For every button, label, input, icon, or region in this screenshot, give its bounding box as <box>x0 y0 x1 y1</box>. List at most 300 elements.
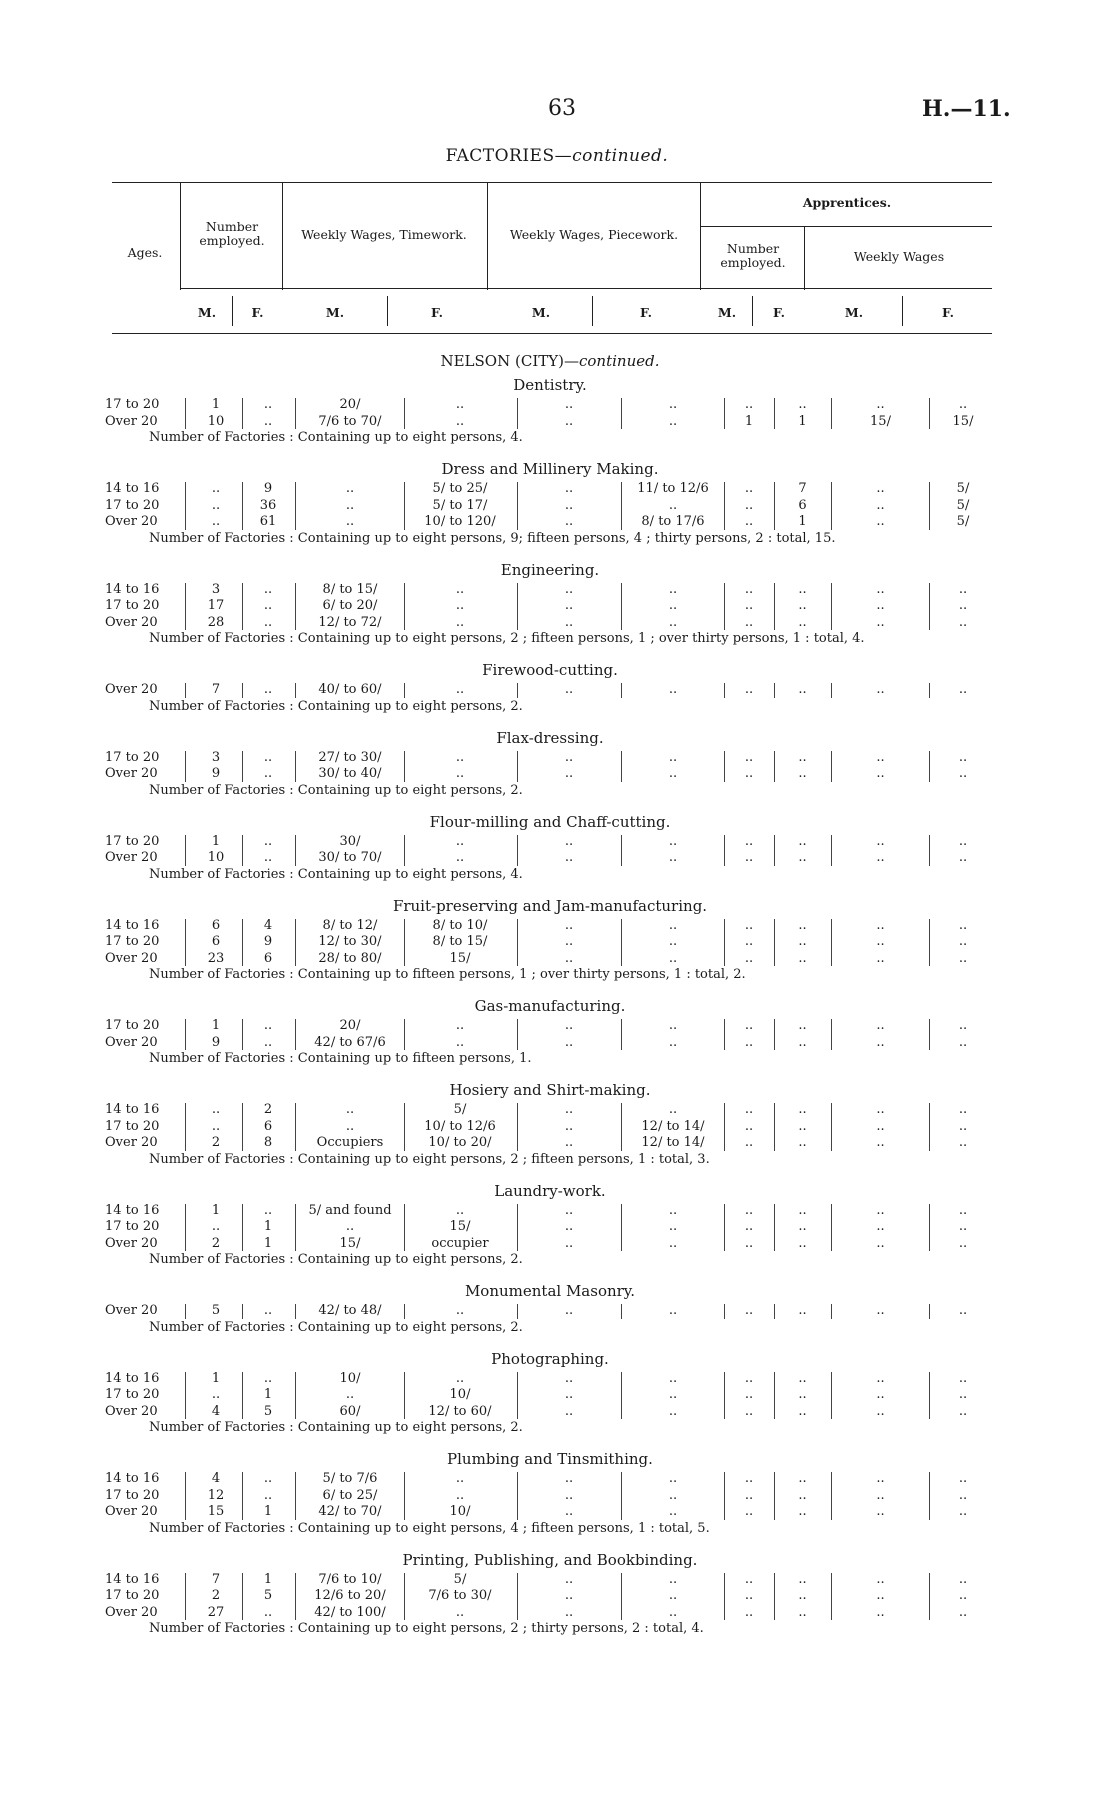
cell-apprentice-wage-male: .. <box>876 1118 885 1134</box>
table-row <box>105 766 995 783</box>
cell-age: 14 to 16 <box>105 917 160 933</box>
factories-note: Number of Factories : Containing up to eight persons, 4. <box>149 430 523 445</box>
cell-timework-female: .. <box>455 749 465 765</box>
title-main: FACTORIES— <box>445 146 573 166</box>
column-rule <box>295 482 296 530</box>
column-rule <box>774 751 775 782</box>
cell-apprentice-wage-female: .. <box>958 1604 968 1620</box>
cell-male-count: 23 <box>207 950 225 966</box>
cell-apprentice-wage-female: .. <box>958 1571 968 1587</box>
table-row <box>105 682 995 699</box>
cell-female-count: .. <box>263 598 273 613</box>
column-rule <box>404 751 405 782</box>
column-rule <box>404 919 405 967</box>
cell-female-count: 1 <box>263 1571 273 1587</box>
cell-apprentice-wage-male: .. <box>876 934 885 949</box>
cell-apprentice-wage-male: .. <box>876 850 885 865</box>
cell-piecework-male: .. <box>564 917 574 933</box>
section-rows <box>105 1303 995 1320</box>
cell-apprentice-wage-male: .. <box>876 1202 885 1218</box>
header-number-employed: Number employed. <box>199 219 265 248</box>
column-rule <box>724 1472 725 1520</box>
column-rule <box>295 398 296 429</box>
column-rule <box>295 1304 296 1319</box>
section-title: Hosiery and Shirt-making. <box>449 1081 651 1099</box>
header-apprentices-number: Number employed. <box>720 241 786 270</box>
cell-apprentice-wage-female: .. <box>958 1303 968 1318</box>
section-title: Fruit-preserving and Jam-manufacturing. <box>392 896 708 915</box>
cell-timework-male: 42/ to 70/ <box>318 1504 382 1519</box>
cell-female-count: .. <box>263 1471 273 1486</box>
cell-female-count: .. <box>263 1202 273 1218</box>
table-row <box>105 1404 995 1421</box>
cell-apprentice-female-count: .. <box>798 950 807 966</box>
cell-female-count: 8 <box>263 1135 273 1150</box>
cell-male-count: .. <box>211 497 221 513</box>
section-title: Dentistry. <box>513 376 587 394</box>
cell-apprentice-male-count: .. <box>744 950 754 966</box>
cell-piecework-male: .. <box>564 1235 574 1251</box>
cell-age: 17 to 20 <box>105 1387 160 1402</box>
cell-piecework-male: .. <box>564 1471 574 1486</box>
column-rule <box>404 1103 405 1151</box>
cell-piecework-female: .. <box>668 833 678 849</box>
table-row <box>105 397 995 414</box>
cell-piecework-female: .. <box>668 1487 678 1503</box>
column-rule <box>242 835 243 866</box>
cell-timework-female: .. <box>455 682 465 697</box>
factories-note: Number of Factories : Containing up to fifteen persons, 1. <box>149 1051 532 1066</box>
cell-timework-male: 60/ <box>339 1403 361 1419</box>
table-row <box>105 514 995 531</box>
cell-apprentice-male-count: .. <box>744 1219 754 1234</box>
table-row <box>105 934 995 951</box>
column-rule <box>929 1204 930 1252</box>
cell-apprentice-wage-male: .. <box>876 1403 885 1419</box>
cell-timework-male: .. <box>345 514 355 529</box>
column-rule <box>774 1472 775 1520</box>
column-rule <box>242 482 243 530</box>
cell-female-count: .. <box>263 833 273 849</box>
factories-note: Number of Factories : Containing up to fifteen persons, 1 ; over thirty persons, 1 : total, 2. <box>149 967 746 982</box>
column-rule <box>929 583 930 631</box>
cell-apprentice-female-count: .. <box>798 1202 807 1218</box>
cell-male-count: 17 <box>207 598 225 613</box>
cell-male-count: .. <box>211 1118 221 1134</box>
cell-timework-female: .. <box>455 850 465 865</box>
cell-age: 14 to 16 <box>105 1102 160 1117</box>
cell-piecework-female: .. <box>668 1235 678 1251</box>
title-italic: continued. <box>572 146 669 166</box>
column-rule <box>831 1472 832 1520</box>
factories-note: Number of Factories : Containing up to eight persons, 2 ; thirty persons, 2 : total, 4. <box>149 1621 704 1636</box>
factories-note: Number of Factories : Containing up to eight persons, 2. <box>149 782 523 798</box>
column-rule <box>774 919 775 967</box>
cell-timework-male: 6/ to 25/ <box>322 1487 378 1503</box>
cell-piecework-female: .. <box>668 397 678 412</box>
cell-piecework-male: .. <box>564 481 574 496</box>
cell-male-count: 5 <box>211 1303 221 1318</box>
cell-male-count: 10 <box>207 850 225 865</box>
cell-apprentice-wage-female: .. <box>958 1235 968 1251</box>
cell-apprentice-wage-female: .. <box>958 598 968 613</box>
column-rule <box>831 919 832 967</box>
cell-female-count: 1 <box>263 1387 273 1402</box>
factories-note: Number of Factories : Containing up to eight persons, 2. <box>149 698 523 714</box>
cell-piecework-male: .. <box>564 614 574 630</box>
column-rule <box>295 683 296 698</box>
cell-female-count: .. <box>263 1034 273 1050</box>
section-rows <box>105 1471 995 1521</box>
cell-piecework-male: .. <box>564 1135 574 1150</box>
section-title: Gas-manufacturing. <box>474 997 626 1015</box>
column-rule <box>621 482 622 530</box>
cell-apprentice-female-count: .. <box>798 749 807 765</box>
cell-male-count: 15 <box>207 1504 225 1519</box>
cell-apprentice-wage-female: .. <box>958 766 968 781</box>
cell-apprentice-female-count: .. <box>798 1571 807 1587</box>
column-rule <box>517 683 518 698</box>
section-rows <box>105 582 995 632</box>
cell-piecework-male: .. <box>564 1118 574 1134</box>
cell-female-count: 5 <box>263 1403 273 1419</box>
cell-apprentice-male-count: 1 <box>744 413 754 429</box>
cell-apprentice-wage-male: .. <box>876 1387 885 1402</box>
cell-female-count: 6 <box>263 1118 273 1134</box>
cell-age: 17 to 20 <box>105 497 160 513</box>
cell-timework-male: .. <box>345 1118 355 1134</box>
cell-male-count: 4 <box>211 1471 221 1486</box>
cell-piecework-female: .. <box>668 682 678 697</box>
cell-timework-female: 10/ <box>449 1387 471 1402</box>
cell-piecework-female: .. <box>668 1403 678 1419</box>
cell-timework-female: .. <box>455 1018 465 1033</box>
cell-timework-female: 10/ to 20/ <box>428 1135 492 1150</box>
header-weekly-piecework: Weekly Wages, Piecework. <box>509 227 679 242</box>
table-row <box>105 1371 995 1388</box>
cell-piecework-male: .. <box>564 833 574 849</box>
column-rule <box>517 751 518 782</box>
cell-apprentice-male-count: .. <box>744 1135 754 1150</box>
cell-timework-female: .. <box>455 833 465 849</box>
cell-timework-female: 5/ to 25/ <box>432 481 488 496</box>
column-rule <box>404 1573 405 1621</box>
table-row <box>105 1203 995 1220</box>
table-row <box>105 1605 995 1622</box>
column-rule <box>517 1019 518 1050</box>
cell-age: Over 20 <box>105 1235 158 1251</box>
column-rule <box>621 1304 622 1319</box>
cell-timework-male: 12/6 to 20/ <box>314 1588 386 1603</box>
cell-apprentice-wage-female: .. <box>958 397 968 412</box>
column-rule <box>724 1304 725 1319</box>
cell-apprentice-wage-female: 5/ <box>956 497 970 513</box>
cell-age: 17 to 20 <box>105 749 160 765</box>
cell-timework-female: 10/ to 12/6 <box>424 1118 496 1134</box>
cell-timework-male: 30/ to 40/ <box>318 766 382 781</box>
column-rule <box>404 1472 405 1520</box>
header-f: F. <box>251 305 264 320</box>
cell-male-count: .. <box>211 1219 221 1234</box>
cell-apprentice-wage-female: .. <box>958 1487 968 1503</box>
cell-apprentice-female-count: .. <box>798 1487 807 1503</box>
header-m: M. <box>717 305 737 320</box>
cell-apprentice-male-count: .. <box>744 1588 754 1603</box>
column-rule <box>929 1472 930 1520</box>
cell-apprentice-female-count: 7 <box>798 481 807 496</box>
table-row <box>105 1035 995 1052</box>
column-rule <box>929 1573 930 1621</box>
header-f: F. <box>773 305 785 320</box>
cell-apprentice-male-count: .. <box>744 1235 754 1251</box>
cell-age: 17 to 20 <box>105 1219 160 1234</box>
cell-age: Over 20 <box>105 1034 158 1050</box>
cell-timework-female: .. <box>455 1471 465 1486</box>
cell-apprentice-wage-female: .. <box>958 581 968 597</box>
cell-age: 17 to 20 <box>105 1118 160 1134</box>
cell-age: 17 to 20 <box>105 1018 160 1033</box>
column-rule <box>517 1204 518 1252</box>
column-rule <box>724 1019 725 1050</box>
cell-timework-female: 15/ <box>449 950 471 966</box>
column-rule <box>724 835 725 866</box>
column-rule <box>185 835 186 866</box>
cell-apprentice-female-count: .. <box>798 1403 807 1419</box>
column-rule <box>404 482 405 530</box>
cell-timework-male: 8/ to 15/ <box>322 581 378 597</box>
cell-male-count: 2 <box>211 1135 221 1150</box>
factories-note: Number of Factories : Containing up to eight persons, 4. <box>149 866 523 882</box>
column-rule <box>831 1573 832 1621</box>
cell-timework-female: .. <box>455 1303 465 1318</box>
cell-apprentice-male-count: .. <box>744 1370 754 1386</box>
cell-timework-female: 12/ to 60/ <box>428 1403 492 1419</box>
cell-timework-male: 6/ to 20/ <box>322 598 378 613</box>
column-rule <box>724 482 725 530</box>
cell-apprentice-female-count: .. <box>798 850 807 865</box>
column-rule <box>295 919 296 967</box>
cell-apprentice-male-count: .. <box>744 1303 754 1318</box>
cell-apprentice-wage-male: .. <box>876 1034 885 1050</box>
cell-female-count: 1 <box>263 1504 273 1519</box>
cell-female-count: .. <box>263 749 273 765</box>
column-rule <box>929 1372 930 1420</box>
cell-timework-male: 42/ to 100/ <box>314 1604 386 1620</box>
header-m: M. <box>197 305 217 320</box>
cell-piecework-male: .. <box>564 766 574 781</box>
cell-age: 17 to 20 <box>105 833 160 849</box>
cell-female-count: 5 <box>263 1588 273 1603</box>
column-rule <box>724 398 725 429</box>
cell-timework-female: .. <box>455 397 465 412</box>
column-rule <box>831 583 832 631</box>
section-title: Photographing. <box>491 1349 609 1368</box>
cell-apprentice-wage-male: .. <box>876 950 885 966</box>
cell-apprentice-wage-female: .. <box>958 1102 968 1117</box>
table-row <box>105 1018 995 1035</box>
cell-piecework-female: .. <box>668 1202 678 1218</box>
cell-piecework-male: .. <box>564 598 574 613</box>
column-rule <box>185 1103 186 1151</box>
cell-apprentice-male-count: .. <box>744 1018 754 1033</box>
cell-age: Over 20 <box>105 1403 158 1419</box>
column-rule <box>295 1472 296 1520</box>
header-m: M. <box>325 305 345 320</box>
cell-apprentice-female-count: .. <box>798 1504 807 1519</box>
column-rule <box>242 583 243 631</box>
cell-female-count: 9 <box>263 934 273 949</box>
column-rule <box>517 1472 518 1520</box>
cell-piecework-male: .. <box>564 1387 574 1402</box>
cell-apprentice-wage-male: .. <box>876 1504 885 1519</box>
cell-female-count: 1 <box>263 1219 273 1234</box>
section-title: Flax-dressing. <box>496 728 604 747</box>
cell-male-count: 10 <box>207 413 225 429</box>
cell-apprentice-wage-female: .. <box>958 950 968 966</box>
cell-apprentice-wage-male: .. <box>876 1588 885 1603</box>
cell-age: 14 to 16 <box>105 1370 160 1386</box>
section-title: Firewood-cutting. <box>482 661 618 679</box>
cell-age: 14 to 16 <box>105 581 160 597</box>
cell-apprentice-wage-male: .. <box>876 614 885 630</box>
cell-age: 14 to 16 <box>105 481 160 496</box>
cell-age: Over 20 <box>105 1135 158 1150</box>
cell-apprentice-male-count: .. <box>744 1102 754 1117</box>
cell-female-count: .. <box>263 1303 273 1318</box>
table-row <box>105 750 995 767</box>
cell-piecework-female: .. <box>668 766 678 781</box>
cell-piecework-female: 8/ to 17/6 <box>641 514 705 529</box>
column-rule <box>185 583 186 631</box>
cell-apprentice-wage-male: .. <box>876 514 885 529</box>
cell-male-count: .. <box>211 1387 221 1402</box>
cell-apprentice-male-count: .. <box>744 1202 754 1218</box>
cell-apprentice-female-count: .. <box>798 1604 807 1620</box>
cell-apprentice-wage-male: .. <box>876 1571 885 1587</box>
cell-age: Over 20 <box>105 950 158 966</box>
column-rule <box>774 1019 775 1050</box>
cell-timework-female: .. <box>455 614 465 630</box>
cell-timework-female: .. <box>455 766 465 781</box>
column-rule <box>929 1304 930 1319</box>
cell-age: Over 20 <box>105 682 158 697</box>
cell-piecework-male: .. <box>564 850 574 865</box>
header-ages: Ages. <box>127 245 163 260</box>
section-title: Plumbing and Tinsmithing. <box>447 1450 653 1468</box>
factories-note: Number of Factories : Containing up to eight persons, 9; fifteen persons, 4 ; thirty persons, 2 : total, 15. <box>149 530 836 546</box>
cell-apprentice-wage-male: .. <box>876 1487 885 1503</box>
column-rule <box>517 398 518 429</box>
document-reference: H.—11. <box>922 96 1011 122</box>
section-title: Laundry-work. <box>494 1181 606 1200</box>
cell-age: 14 to 16 <box>105 1202 160 1218</box>
cell-apprentice-wage-male: .. <box>876 598 885 613</box>
cell-piecework-male: .. <box>564 1219 574 1234</box>
cell-piecework-female: .. <box>668 934 678 949</box>
cell-piecework-female: .. <box>668 614 678 630</box>
cell-piecework-female: 11/ to 12/6 <box>637 481 709 496</box>
cell-male-count: 9 <box>211 766 221 781</box>
column-rule <box>404 1204 405 1252</box>
cell-timework-female: .. <box>455 581 465 597</box>
column-rule <box>185 1304 186 1319</box>
cell-apprentice-wage-male: .. <box>876 397 885 412</box>
cell-apprentice-female-count: .. <box>798 1102 807 1117</box>
cell-apprentice-wage-female: .. <box>958 833 968 849</box>
cell-piecework-male: .. <box>564 497 574 513</box>
cell-apprentice-female-count: 1 <box>798 413 807 429</box>
table-row <box>105 1588 995 1605</box>
cell-apprentice-male-count: .. <box>744 1403 754 1419</box>
cell-apprentice-wage-male: 15/ <box>870 413 891 429</box>
column-rule <box>242 1472 243 1520</box>
cell-female-count: .. <box>263 1487 273 1503</box>
column-rule <box>185 1472 186 1520</box>
cell-apprentice-female-count: .. <box>798 1219 807 1234</box>
table-row <box>105 1102 995 1119</box>
column-rule <box>831 1204 832 1252</box>
section-rows <box>105 1203 995 1253</box>
cell-apprentice-female-count: .. <box>798 614 807 630</box>
column-rule <box>774 1372 775 1420</box>
cell-timework-male: .. <box>345 497 355 513</box>
table-row <box>105 1236 995 1253</box>
cell-apprentice-wage-female: .. <box>958 1387 968 1402</box>
column-rule <box>185 1204 186 1252</box>
cell-male-count: 3 <box>211 749 221 765</box>
column-rule <box>517 1103 518 1151</box>
cell-apprentice-wage-male: .. <box>876 1370 885 1386</box>
cell-apprentice-male-count: .. <box>744 481 754 496</box>
cell-piecework-female: .. <box>668 1303 678 1318</box>
section-rows <box>105 481 995 531</box>
cell-piecework-female: .. <box>668 413 678 429</box>
cell-piecework-male: .. <box>564 1102 574 1117</box>
cell-apprentice-male-count: .. <box>744 1571 754 1587</box>
cell-apprentice-female-count: .. <box>798 1588 807 1603</box>
table-row <box>105 615 995 632</box>
section-title: Monumental Masonry. <box>464 1282 636 1300</box>
cell-apprentice-wage-male: .. <box>876 481 885 496</box>
cell-apprentice-wage-female: .. <box>958 1588 968 1603</box>
section-rows <box>105 1102 995 1152</box>
cell-apprentice-female-count: 6 <box>798 497 807 513</box>
cell-timework-female: 8/ to 10/ <box>432 917 488 933</box>
cell-piecework-male: .. <box>564 1588 574 1603</box>
column-rule <box>517 1573 518 1621</box>
cell-apprentice-wage-male: .. <box>876 682 885 697</box>
cell-age: 14 to 16 <box>105 1571 160 1587</box>
factory-table-body <box>105 348 995 1649</box>
column-rule <box>517 482 518 530</box>
section-rows <box>105 1371 995 1421</box>
column-rule <box>295 835 296 866</box>
cell-timework-female: 5/ <box>453 1571 467 1587</box>
cell-piecework-female: .. <box>668 749 678 765</box>
cell-age: 17 to 20 <box>105 598 160 613</box>
column-rule <box>929 835 930 866</box>
column-rule <box>929 919 930 967</box>
cell-apprentice-wage-female: .. <box>958 917 968 933</box>
page-number: 63 <box>548 96 576 121</box>
cell-age: Over 20 <box>105 1504 158 1519</box>
cell-female-count: .. <box>263 1604 273 1620</box>
table-row <box>105 850 995 867</box>
cell-male-count: 27 <box>207 1604 225 1620</box>
cell-piecework-female: .. <box>668 1387 678 1402</box>
cell-apprentice-wage-female: 5/ <box>956 481 970 496</box>
cell-piecework-male: .. <box>564 514 574 529</box>
